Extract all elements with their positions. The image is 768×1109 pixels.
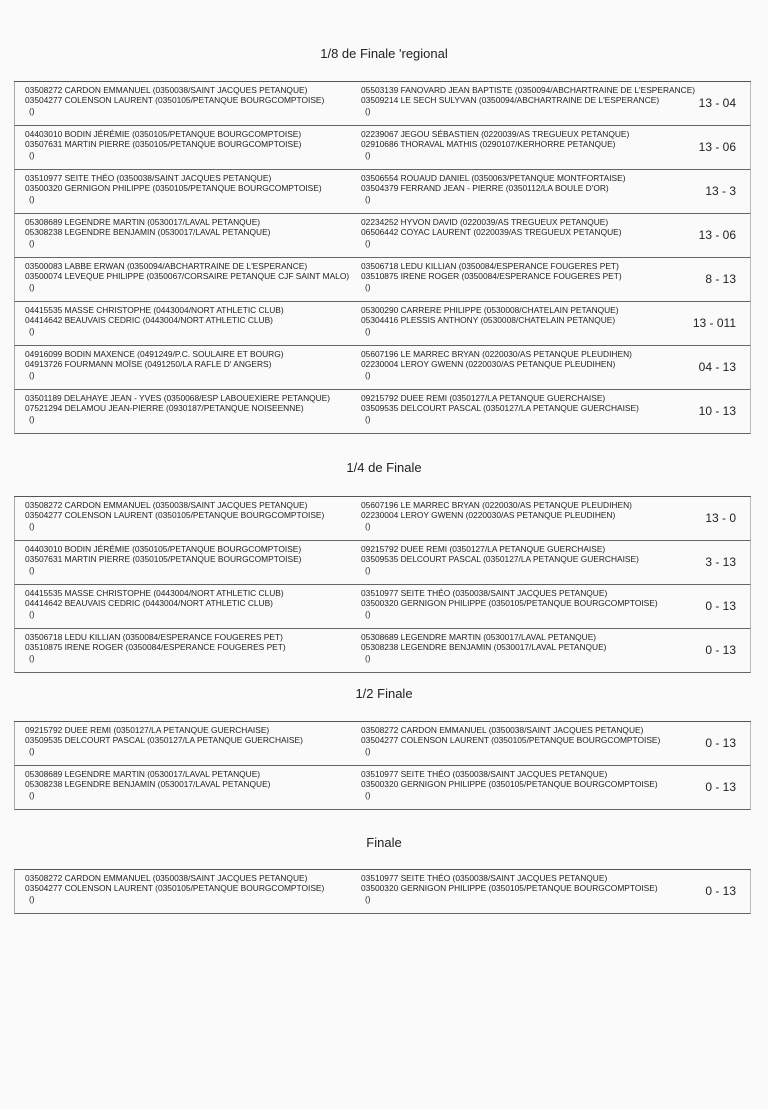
round-title-final: Finale [366,835,402,850]
player-line: 04415535 MASSE CHRISTOPHE (0443004/NORT ATHLETIC CLUB) [25,588,284,598]
team-note: () [365,564,371,575]
team-left [25,588,284,619]
team-left [25,769,270,800]
team-right [361,632,606,663]
match-score: 0 - 13 [705,599,736,613]
match-row [14,170,751,214]
team-note: () [365,413,371,424]
team-note: () [365,652,371,663]
player-line: 04913726 FOURMANN MOÏSE (0491250/LA RAFLE D' ANGERS) [25,359,272,370]
player-line: 03510977 SEITE THÉO (0350038/SAINT JACQUES PETANQUE) [25,173,272,183]
team-right [361,769,658,800]
team-left [25,261,349,292]
team-left [25,305,284,336]
match-row [14,82,751,126]
match-score: 0 - 13 [705,643,736,657]
team-left [25,349,284,380]
team-left [25,85,324,116]
player-line: 03504277 COLENSON LAURENT (0350105/PETANQUE BOURGCOMPTOISE) [25,95,325,106]
player-line: 05607196 LE MARREC BRYAN (0220030/AS PETANQUE PLEUDIHEN) [361,349,632,359]
player-line: 03508272 CARDON EMMANUEL (0350038/SAINT JACQUES PETANQUE) [25,85,308,95]
match-row [14,722,751,766]
match-score: 13 - 06 [698,140,736,154]
team-note: () [29,325,35,336]
player-line: 02230004 LEROY GWENN (0220030/AS PETANQUE PLEUDIHEN) [361,359,616,370]
player-line: 04403010 BODIN JÉRÉMIE (0350105/PETANQUE BOURGCOMPTOISE) [25,544,302,554]
team-note: () [365,237,371,248]
team-right [361,500,632,531]
team-note: () [365,893,371,904]
match-row [14,541,751,585]
team-note: () [29,564,35,575]
team-left [25,873,324,904]
player-line: 04916099 BODIN MAXENCE (0491249/P.C. SOULAIRE ET BOURG) [25,349,284,359]
team-right [361,305,619,336]
player-line: 05503139 FANOVARD JEAN BAPTISTE (0350094/ABCHARTRAINE DE L'ESPERANCE) [361,85,696,95]
team-left [25,393,330,424]
round-table-quarter [14,496,751,673]
player-line: 05304416 PLESSIS ANTHONY (0530008/CHATELAIN PETANQUE) [361,315,616,326]
match-score: 13 - 04 [698,96,736,110]
match-row [14,126,751,170]
player-line: 03509214 LE SECH SULYVAN (0350094/ABCHARTRAINE DE L'ESPERANCE) [361,95,660,106]
match-row [14,390,751,434]
team-note: () [29,652,35,663]
match-score: 0 - 13 [705,884,736,898]
team-left [25,129,301,160]
team-note: () [29,369,35,380]
player-line: 03509535 DELCOURT PASCAL (0350127/LA PETANQUE GUERCHAISE) [361,403,639,414]
team-note: () [29,413,35,424]
player-line: 05308689 LEGENDRE MARTIN (0530017/LAVAL PETANQUE) [25,769,261,779]
team-right [361,873,658,904]
match-score: 13 - 3 [705,184,736,198]
player-line: 03508272 CARDON EMMANUEL (0350038/SAINT JACQUES PETANQUE) [361,725,644,735]
match-score: 13 - 0 [705,511,736,525]
player-line: 03500320 GERNIGON PHILIPPE (0350105/PETANQUE BOURGCOMPTOISE) [361,779,658,790]
team-left [25,173,322,204]
team-note: () [365,193,371,204]
team-note: () [29,745,35,756]
team-note: () [29,608,35,619]
player-line: 04415535 MASSE CHRISTOPHE (0443004/NORT ATHLETIC CLUB) [25,305,284,315]
team-right [361,544,639,575]
team-right [361,393,639,424]
player-line: 03508272 CARDON EMMANUEL (0350038/SAINT JACQUES PETANQUE) [25,500,308,510]
team-right [361,173,626,204]
player-line: 03500074 LEVEQUE PHILIPPE (0350067/CORSAIRE PETANQUE CJF SAINT MALO) [25,271,350,282]
team-right [361,261,622,292]
player-line: 09215792 DUEE REMI (0350127/LA PETANQUE GUERCHAISE) [25,725,270,735]
player-line: 03506718 LEDU KILLIAN (0350084/ESPERANCE FOUGERES PET) [361,261,619,271]
round-title-semi: 1/2 Finale [355,686,413,701]
player-line: 05308689 LEGENDRE MARTIN (0530017/LAVAL PETANQUE) [25,217,261,227]
match-row [14,629,751,673]
player-line: 04414642 BEAUVAIS CEDRIC (0443004/NORT ATHLETIC CLUB) [25,598,273,609]
player-line: 05308689 LEGENDRE MARTIN (0530017/LAVAL PETANQUE) [361,632,597,642]
match-row [14,766,751,810]
player-line: 04414642 BEAUVAIS CEDRIC (0443004/NORT ATHLETIC CLUB) [25,315,273,326]
player-line: 03500083 LABBE ERWAN (0350094/ABCHARTRAINE DE L'ESPERANCE) [25,261,308,271]
team-note: () [29,193,35,204]
player-line: 05308238 LEGENDRE BENJAMIN (0530017/LAVAL PETANQUE) [25,227,271,238]
player-line: 03510977 SEITE THÉO (0350038/SAINT JACQUES PETANQUE) [361,873,608,883]
team-note: () [29,149,35,160]
match-row [14,302,751,346]
team-left [25,632,286,663]
player-line: 03508272 CARDON EMMANUEL (0350038/SAINT JACQUES PETANQUE) [25,873,308,883]
team-right [361,217,622,248]
player-line: 03510875 IRENE ROGER (0350084/ESPERANCE FOUGERES PET) [25,642,286,653]
team-note: () [365,520,371,531]
match-row [14,870,751,914]
match-row [14,497,751,541]
player-line: 03506554 ROUAUD DANIEL (0350063/PETANQUE MONTFORTAISE) [361,173,626,183]
player-line: 03510875 IRENE ROGER (0350084/ESPERANCE FOUGERES PET) [361,271,622,282]
team-note: () [365,608,371,619]
team-left [25,500,324,531]
player-line: 02910686 THORAVAL MATHIS (0290107/KERHORRE PETANQUE) [361,139,616,150]
team-note: () [29,789,35,800]
player-line: 03504277 COLENSON LAURENT (0350105/PETANQUE BOURGCOMPTOISE) [25,510,325,521]
team-note: () [29,520,35,531]
player-line: 03509535 DELCOURT PASCAL (0350127/LA PETANQUE GUERCHAISE) [25,735,303,746]
team-note: () [29,281,35,292]
player-line: 02234252 HYVON DAVID (0220039/AS TREGUEUX PETANQUE) [361,217,609,227]
match-score: 13 - 011 [692,316,736,330]
player-line: 03510977 SEITE THÉO (0350038/SAINT JACQUES PETANQUE) [361,588,608,598]
player-line: 03501189 DELAHAYE JEAN - YVES (0350068/ESP LABOUEXIERE PETANQUE) [25,393,331,403]
match-score: 0 - 13 [705,780,736,794]
player-line: 03507631 MARTIN PIERRE (0350105/PETANQUE BOURGCOMPTOISE) [25,139,302,150]
match-row [14,258,751,302]
team-note: () [365,325,371,336]
team-note: () [365,281,371,292]
team-right [361,725,660,756]
team-note: () [29,237,35,248]
player-line: 05607196 LE MARREC BRYAN (0220030/AS PETANQUE PLEUDIHEN) [361,500,632,510]
team-note: () [29,105,35,116]
player-line: 04403010 BODIN JÉRÉMIE (0350105/PETANQUE BOURGCOMPTOISE) [25,129,302,139]
player-line: 03500320 GERNIGON PHILIPPE (0350105/PETANQUE BOURGCOMPTOISE) [361,598,658,609]
match-row [14,214,751,258]
team-note: () [365,745,371,756]
round-title-eighth: 1/8 de Finale 'regional [320,46,448,61]
player-line: 06506442 COYAC LAURENT (0220039/AS TREGUEUX PETANQUE) [361,227,622,238]
match-score: 0 - 13 [705,736,736,750]
player-line: 05300290 CARRERE PHILIPPE (0530008/CHATELAIN PETANQUE) [361,305,619,315]
team-right [361,588,658,619]
team-right [361,129,629,160]
player-line: 03500320 GERNIGON PHILIPPE (0350105/PETANQUE BOURGCOMPTOISE) [25,183,322,194]
match-score: 10 - 13 [698,404,736,418]
team-right [361,85,695,116]
player-line: 03504277 COLENSON LAURENT (0350105/PETANQUE BOURGCOMPTOISE) [361,735,661,746]
team-left [25,725,303,756]
player-line: 07521294 DELAMOU JEAN-PIERRE (0930187/PETANQUE NOISEENNE) [25,403,304,414]
team-left [25,217,270,248]
player-line: 03507631 MARTIN PIERRE (0350105/PETANQUE BOURGCOMPTOISE) [25,554,302,565]
team-note: () [365,369,371,380]
player-line: 03509535 DELCOURT PASCAL (0350127/LA PETANQUE GUERCHAISE) [361,554,639,565]
round-table-semi [14,721,751,810]
match-row [14,585,751,629]
team-right [361,349,632,380]
player-line: 03510977 SEITE THÉO (0350038/SAINT JACQUES PETANQUE) [361,769,608,779]
player-line: 05308238 LEGENDRE BENJAMIN (0530017/LAVAL PETANQUE) [25,779,271,790]
player-line: 02230004 LEROY GWENN (0220030/AS PETANQUE PLEUDIHEN) [361,510,616,521]
player-line: 03500320 GERNIGON PHILIPPE (0350105/PETANQUE BOURGCOMPTOISE) [361,883,658,894]
team-note: () [365,105,371,116]
round-table-final [14,869,751,914]
team-left [25,544,301,575]
match-row [14,346,751,390]
team-note: () [365,789,371,800]
match-score: 8 - 13 [705,272,736,286]
round-title-quarter: 1/4 de Finale [346,460,422,475]
player-line: 09215792 DUEE REMI (0350127/LA PETANQUE GUERCHAISE) [361,393,606,403]
player-line: 03506718 LEDU KILLIAN (0350084/ESPERANCE FOUGERES PET) [25,632,283,642]
player-line: 03504277 COLENSON LAURENT (0350105/PETANQUE BOURGCOMPTOISE) [25,883,325,894]
match-score: 04 - 13 [698,360,736,374]
team-note: () [365,149,371,160]
match-score: 13 - 06 [698,228,736,242]
player-line: 03504379 FERRAND JEAN - PIERRE (0350112/LA BOULE D'OR) [361,183,609,194]
player-line: 09215792 DUEE REMI (0350127/LA PETANQUE GUERCHAISE) [361,544,606,554]
round-table-eighth [14,81,751,434]
player-line: 02239067 JEGOU SÉBASTIEN (0220039/AS TREGUEUX PETANQUE) [361,129,630,139]
player-line: 05308238 LEGENDRE BENJAMIN (0530017/LAVAL PETANQUE) [361,642,607,653]
team-note: () [29,893,35,904]
match-score: 3 - 13 [705,555,736,569]
